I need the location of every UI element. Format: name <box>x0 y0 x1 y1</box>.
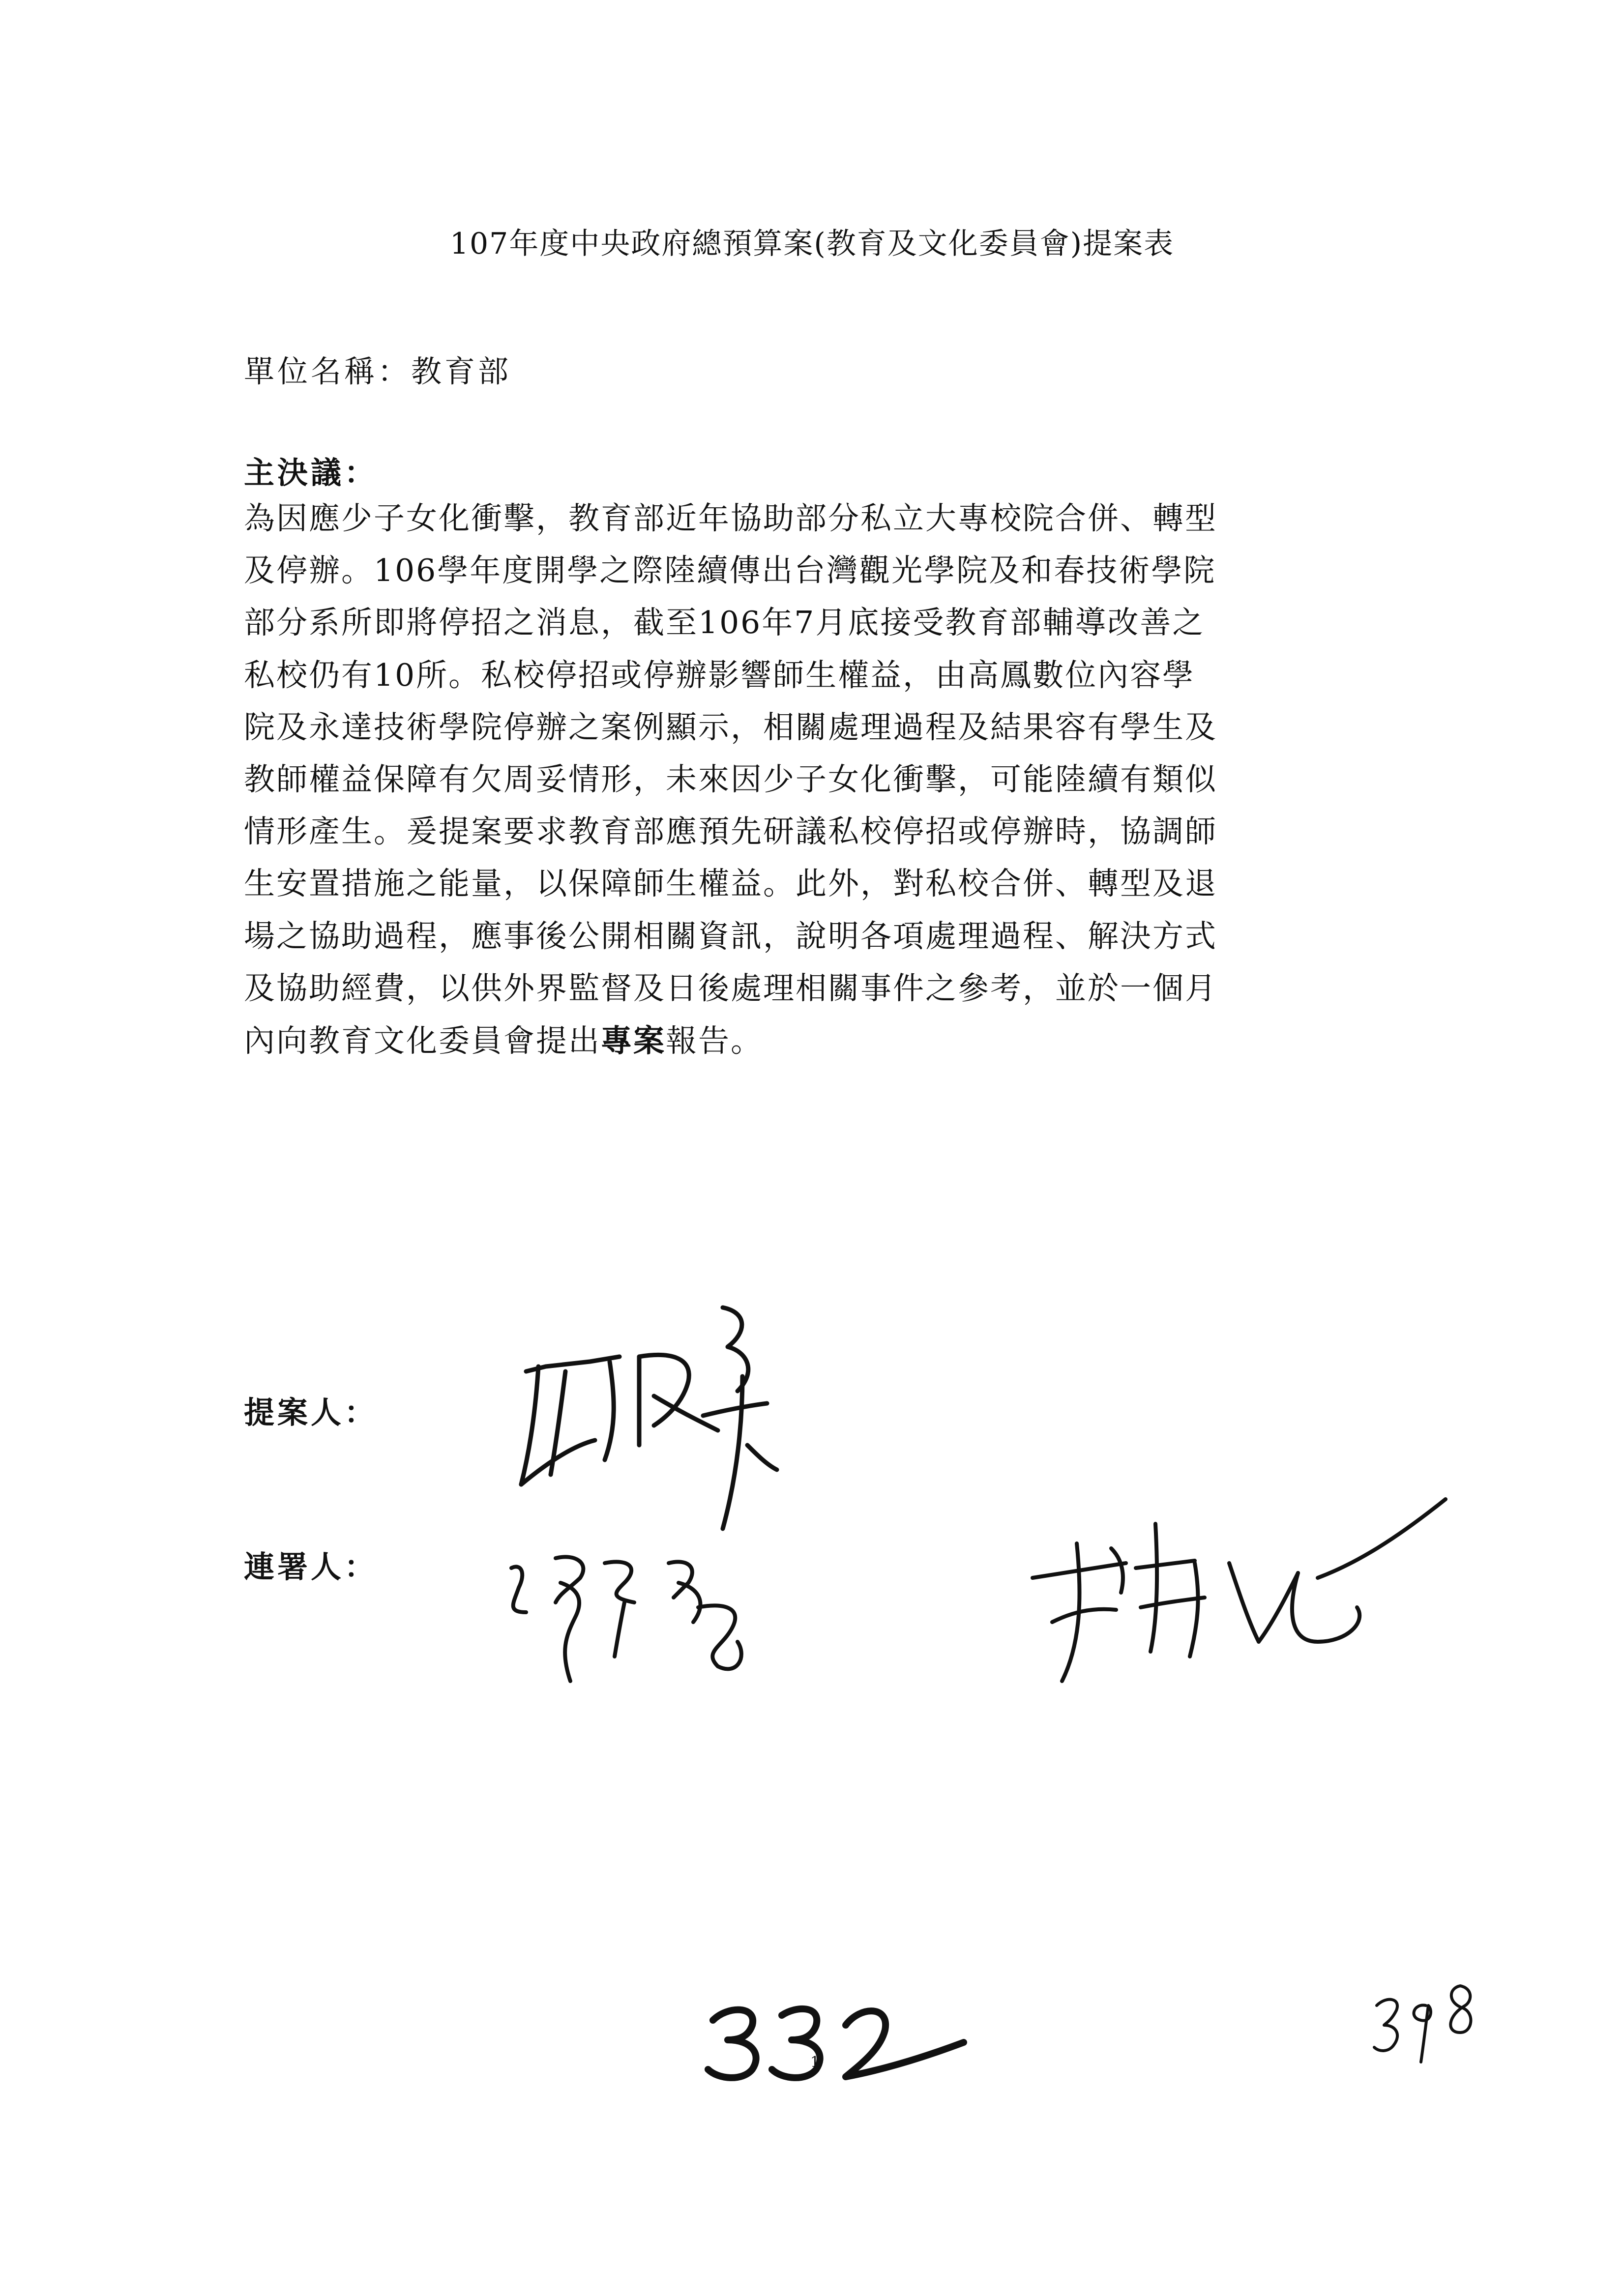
handwritten-number-center <box>698 1986 974 2086</box>
body-line: 為因應少子女化衝擊，教育部近年協助部分私立大專校院合併、轉型 <box>244 500 1217 536</box>
body-line: 私校仍有10所。私校停招或停辦影響師生權益，由高鳳數位內容學 <box>244 657 1195 693</box>
last-line-prefix: 內向教育文化委員會提出 <box>244 1022 601 1059</box>
document-title: 107年度中央政府總預算案(教育及文化委員會)提案表 <box>449 227 1175 261</box>
handwritten-398-image <box>1367 1976 1485 2069</box>
body-line-last <box>244 1015 1389 1067</box>
proposer-signature <box>492 1298 836 1553</box>
body-line: 部分系所即將停招之消息，截至106年7月底接受教育部輔導改善之 <box>244 605 1205 641</box>
handwritten-332-image <box>698 1986 974 2084</box>
body-line: 院及永達技術學院停辦之案例顯示，相關處理過程及結果容有學生及 <box>244 709 1217 745</box>
cosigner-signature-2 <box>1023 1494 1455 1701</box>
cosigner-signature-1 <box>492 1534 826 1696</box>
main-resolution-heading: 主決議： <box>244 455 378 491</box>
body-line: 生安置措施之能量，以保障師生權益。此外，對私校合併、轉型及退 <box>244 866 1217 902</box>
body-line: 教師權益保障有欠周妥情形，未來因少子女化衝擊，可能陸續有類似 <box>244 761 1217 797</box>
handwritten-number-right <box>1367 1976 1485 2071</box>
body-line: 情形產生。爰提案要求教育部應預先研議私校停招或停辦時，協調師 <box>244 814 1217 850</box>
last-line-suffix: 報告。 <box>666 1022 763 1059</box>
resolution-body <box>244 493 1389 1067</box>
last-line-bold: 專案 <box>601 1022 666 1059</box>
unit-name-line: 單位名稱：教育部 <box>244 353 512 389</box>
body-line: 及協助經費，以供外界監督及日後處理相關事件之參考，並於一個月 <box>244 970 1217 1006</box>
cosigner-label: 連署人： <box>244 1549 378 1585</box>
proposer-label: 提案人： <box>244 1395 378 1430</box>
body-line: 場之協助過程，應事後公開相關資訊，說明各項處理過程、解決方式 <box>244 918 1217 954</box>
body-line: 及停辦。106學年度開學之際陸續傳出台灣觀光學院及和春技術學院 <box>244 552 1216 589</box>
page-number: 1 <box>810 2054 820 2071</box>
